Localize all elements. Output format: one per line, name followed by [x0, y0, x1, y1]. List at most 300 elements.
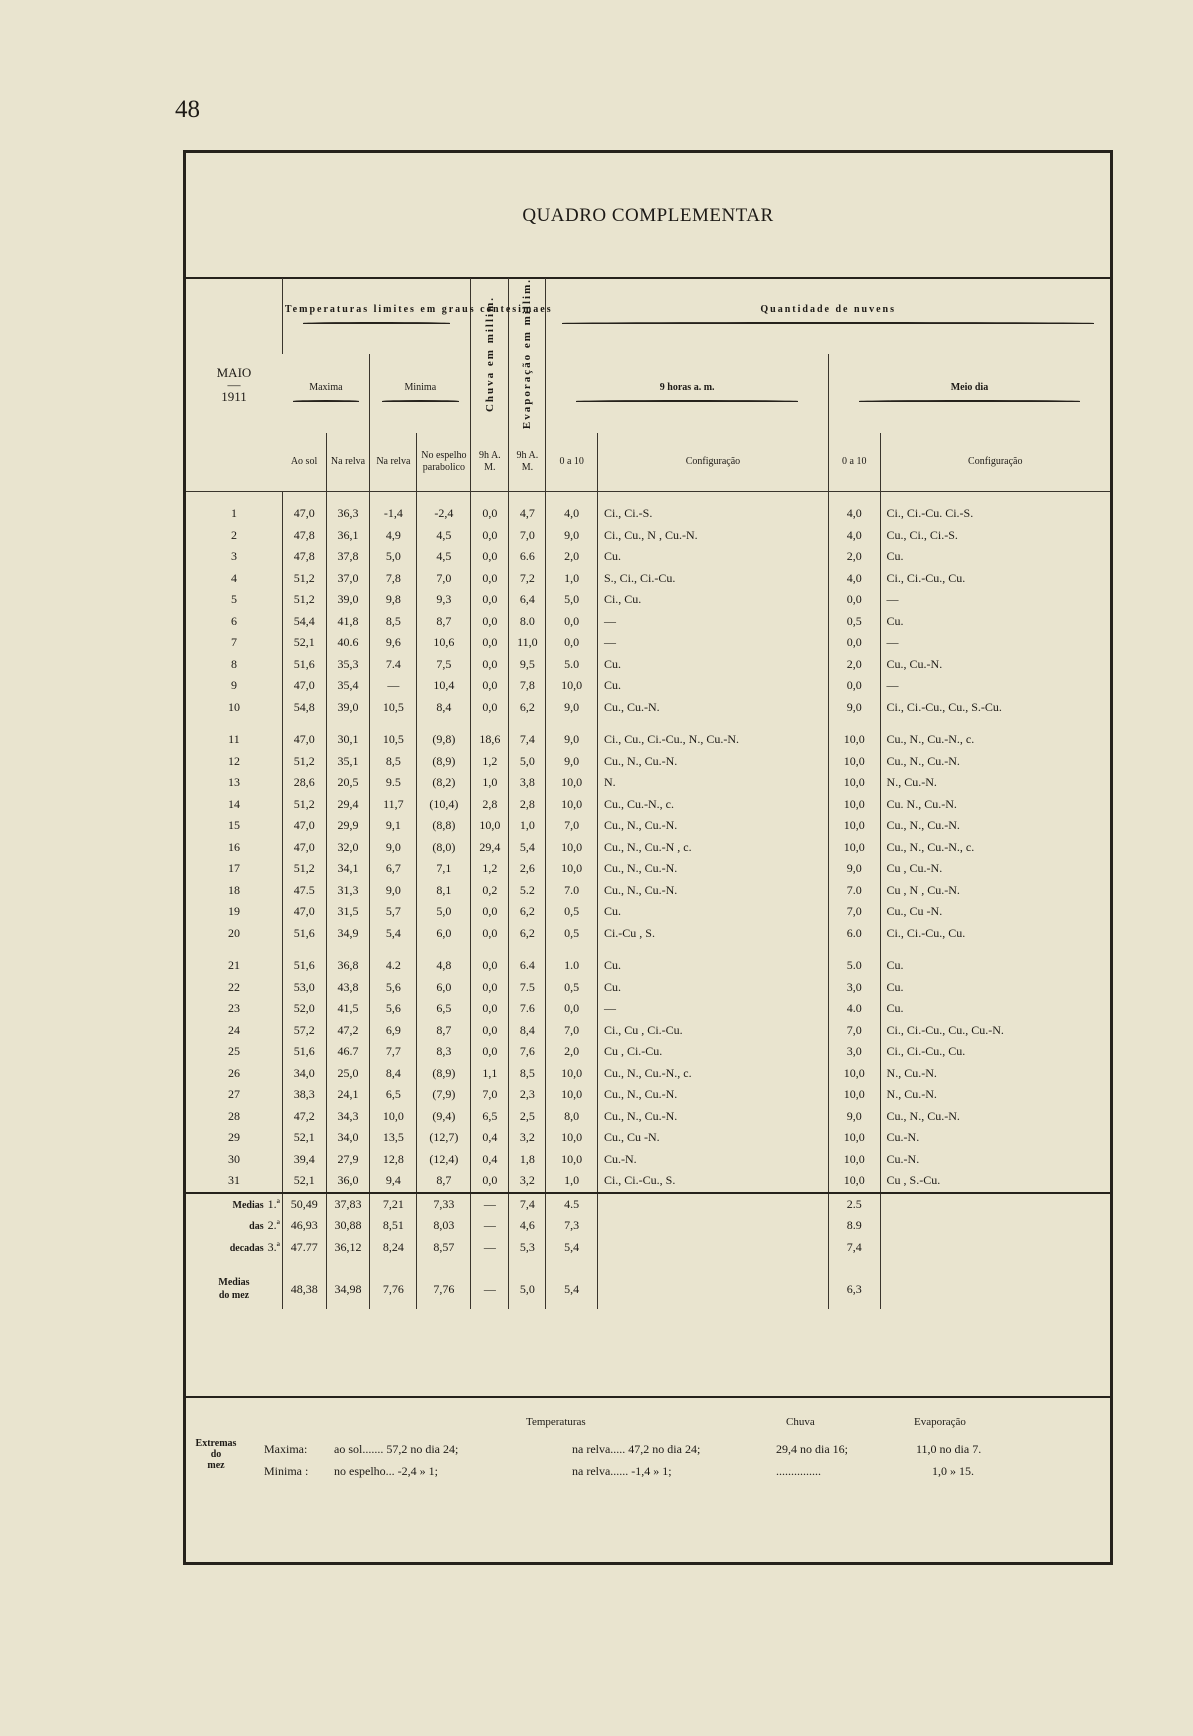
chuva-cell: 0,0: [471, 1020, 509, 1042]
chuva-cell: 0,0: [471, 654, 509, 676]
clouds-noon-cell: 2,0: [828, 654, 880, 676]
ao-sol-cell: 47,0: [282, 837, 326, 859]
col-evap-9h: 9h A. M.: [509, 433, 546, 492]
na-relva-max-cell: 34,1: [326, 858, 370, 880]
chuva-cell: —: [471, 1237, 509, 1259]
na-relva-min-cell: —: [370, 675, 417, 697]
extremes-evap-header: Evaporação: [914, 1416, 966, 1428]
evap-cell: 9,5: [509, 654, 546, 676]
nine-am-header: 9 horas a. m.: [546, 354, 829, 433]
config-9am-cell: Cu.-N.: [597, 1149, 828, 1171]
ao-sol-cell: 47,2: [282, 1106, 326, 1128]
config-noon-cell: Cu. N., Cu.-N.: [880, 794, 1110, 816]
espelho-cell: (8,9): [417, 751, 471, 773]
na-relva-min-cell: 9,4: [370, 1170, 417, 1193]
evap-cell: 6,2: [509, 923, 546, 945]
config-noon-cell: Cu., N., Cu.-N.: [880, 815, 1110, 837]
clouds-noon-cell: 10,0: [828, 751, 880, 773]
min-evap: 1,0 » 15.: [932, 1464, 974, 1478]
evap-cell: 7,6: [509, 1041, 546, 1063]
na-relva-max-cell: 34,0: [326, 1127, 370, 1149]
ao-sol-cell: 28,6: [282, 772, 326, 794]
ao-sol-cell: 53,0: [282, 977, 326, 999]
na-relva-min-cell: 7.4: [370, 654, 417, 676]
config-9am-cell: Cu.: [597, 654, 828, 676]
clouds-9am-cell: 5,0: [546, 589, 598, 611]
day-cell: 3: [230, 549, 237, 564]
espelho-cell: (12,7): [417, 1127, 471, 1149]
ao-sol-cell: 54,4: [282, 611, 326, 633]
na-relva-max-cell: 36,12: [326, 1237, 370, 1259]
config-9am-cell: Cu., N., Cu.-N.: [597, 1084, 828, 1106]
na-relva-min-cell: 10,5: [370, 697, 417, 719]
clouds-noon-cell: 3,0: [828, 977, 880, 999]
config-9am-cell: Cu., Cu.-N.: [597, 697, 828, 719]
config-noon-cell: N., Cu.-N.: [880, 1084, 1110, 1106]
config-noon-cell: Ci., Ci.-Cu. Ci.-S.: [880, 503, 1110, 525]
na-relva-min-cell: 9,0: [370, 837, 417, 859]
espelho-cell: (8,0): [417, 837, 471, 859]
clouds-noon-cell: 6,3: [828, 1269, 880, 1309]
clouds-noon-cell: 6.0: [828, 923, 880, 945]
evap-cell: 7,4: [509, 1193, 546, 1216]
clouds-noon-cell: 10,0: [828, 1063, 880, 1085]
ao-sol-cell: 51,2: [282, 568, 326, 590]
evap-cell: 7,4: [509, 729, 546, 751]
clouds-9am-cell: 9,0: [546, 729, 598, 751]
table-row: [186, 977, 1110, 999]
day-cell: 10: [227, 699, 240, 714]
config-noon-cell: [880, 1237, 1110, 1259]
na-relva-min-cell: 7,76: [370, 1269, 417, 1309]
ao-sol-cell: 34,0: [282, 1063, 326, 1085]
col-config-b: Configuração: [880, 433, 1110, 492]
clouds-noon-cell: 7,0: [828, 901, 880, 923]
table-row: [186, 923, 1110, 945]
day-cell: 29: [227, 1130, 240, 1145]
month-mean-row: [186, 1269, 1110, 1309]
config-noon-cell: Cu., Cu -N.: [880, 901, 1110, 923]
evap-cell: 6,2: [509, 697, 546, 719]
evap-cell: 8,5: [509, 1063, 546, 1085]
evap-cell: 5,0: [509, 751, 546, 773]
na-relva-max-cell: 36,3: [326, 503, 370, 525]
table-row: [186, 632, 1110, 654]
table-row: [186, 1041, 1110, 1063]
chuva-cell: 0,0: [471, 955, 509, 977]
temp-group-header: Temperaturas limites em graus centesimaes: [282, 278, 470, 354]
na-relva-max-cell: 20,5: [326, 772, 370, 794]
config-9am-cell: Ci., Cu , Ci.-Cu.: [597, 1020, 828, 1042]
na-relva-max-cell: 37,0: [326, 568, 370, 590]
na-relva-max-cell: 39,0: [326, 589, 370, 611]
table-row: [186, 858, 1110, 880]
ao-sol-cell: 51,2: [282, 794, 326, 816]
day-cell: 4: [230, 570, 237, 585]
config-noon-cell: [880, 1215, 1110, 1237]
chuva-cell: 0,0: [471, 632, 509, 654]
chuva-cell: 7,0: [471, 1084, 509, 1106]
na-relva-min-cell: 5,7: [370, 901, 417, 923]
clouds-9am-cell: 10,0: [546, 837, 598, 859]
day-cell: 9: [230, 678, 237, 693]
na-relva-min-cell: 9,0: [370, 880, 417, 902]
config-noon-cell: Ci., Ci.-Cu., Cu., Cu.-N.: [880, 1020, 1110, 1042]
evap-cell: 3,2: [509, 1170, 546, 1193]
day-cell: 14: [227, 796, 240, 811]
day-cell: 5: [230, 592, 237, 607]
extremes-label: Extremas do mez: [195, 1438, 237, 1471]
ao-sol-cell: 52,0: [282, 998, 326, 1020]
table-row: [186, 1127, 1110, 1149]
header-row-3: [186, 433, 1110, 492]
minima-label: Minima :: [264, 1464, 309, 1478]
clouds-9am-cell: 9,0: [546, 525, 598, 547]
day-cell: 19: [227, 904, 240, 919]
espelho-cell: -2,4: [417, 503, 471, 525]
config-noon-cell: Cu.-N.: [880, 1149, 1110, 1171]
max-sol: ao sol....... 57,2 no dia 24;: [334, 1442, 459, 1456]
table-row: [186, 546, 1110, 568]
table-row: [186, 837, 1110, 859]
na-relva-max-cell: 40.6: [326, 632, 370, 654]
config-9am-cell: Ci., Ci.-S.: [597, 503, 828, 525]
clouds-noon-cell: 8.9: [828, 1215, 880, 1237]
na-relva-min-cell: 10,0: [370, 1106, 417, 1128]
clouds-noon-cell: 9,0: [828, 1106, 880, 1128]
config-9am-cell: Ci., Ci.-Cu., S.: [597, 1170, 828, 1193]
config-noon-cell: Cu., Ci., Ci.-S.: [880, 525, 1110, 547]
decade-mean-row: [186, 1237, 1110, 1259]
clouds-noon-cell: 7.0: [828, 880, 880, 902]
evap-cell: 2,6: [509, 858, 546, 880]
config-9am-cell: Cu., Cu.-N., c.: [597, 794, 828, 816]
espelho-cell: (8,9): [417, 1063, 471, 1085]
na-relva-max-cell: 36,0: [326, 1170, 370, 1193]
day-cell: 25: [227, 1044, 240, 1059]
day-cell: 23: [227, 1001, 240, 1016]
config-9am-cell: N.: [597, 772, 828, 794]
day-cell: 26: [227, 1065, 240, 1080]
config-noon-cell: Ci., Ci.-Cu., Cu.: [880, 1041, 1110, 1063]
day-cell: 21: [227, 958, 240, 973]
table-row: [186, 1020, 1110, 1042]
clouds-9am-cell: 10,0: [546, 858, 598, 880]
table-row: [186, 675, 1110, 697]
clouds-noon-cell: 10,0: [828, 772, 880, 794]
na-relva-min-cell: 12,8: [370, 1149, 417, 1171]
evap-cell: 1,8: [509, 1149, 546, 1171]
espelho-cell: 7,0: [417, 568, 471, 590]
config-9am-cell: Ci., Cu.: [597, 589, 828, 611]
table-row: [186, 772, 1110, 794]
ao-sol-cell: 51,6: [282, 923, 326, 945]
table-row: [186, 568, 1110, 590]
na-relva-max-cell: 34,3: [326, 1106, 370, 1128]
col-espelho: No espelho parabolico: [417, 433, 471, 492]
meio-dia-header: Meio dia: [828, 354, 1110, 433]
max-chuva: 29,4 no dia 16;: [776, 1442, 848, 1456]
espelho-cell: 8,7: [417, 611, 471, 633]
config-noon-cell: Cu , S.-Cu.: [880, 1170, 1110, 1193]
data-table: [186, 278, 1110, 1309]
ao-sol-cell: 57,2: [282, 1020, 326, 1042]
col-na-relva-min: Na relva: [370, 433, 417, 492]
clouds-noon-cell: 4,0: [828, 568, 880, 590]
table-row: [186, 611, 1110, 633]
evap-header: Evaporação em millim.: [509, 278, 546, 433]
config-noon-cell: Cu., N., Cu.-N., c.: [880, 837, 1110, 859]
table-row: [186, 525, 1110, 547]
chuva-cell: 0,0: [471, 923, 509, 945]
na-relva-min-cell: 13,5: [370, 1127, 417, 1149]
na-relva-min-cell: 10,5: [370, 729, 417, 751]
clouds-9am-cell: 0,0: [546, 632, 598, 654]
na-relva-min-cell: 8,4: [370, 1063, 417, 1085]
config-9am-cell: Ci.-Cu , S.: [597, 923, 828, 945]
espelho-cell: 6,0: [417, 923, 471, 945]
evap-cell: 5,3: [509, 1237, 546, 1259]
na-relva-max-cell: 41,5: [326, 998, 370, 1020]
col-ao-sol: Ao sol: [290, 456, 318, 468]
clouds-noon-cell: 4.0: [828, 998, 880, 1020]
na-relva-min-cell: 9,1: [370, 815, 417, 837]
espelho-cell: 4,5: [417, 546, 471, 568]
na-relva-min-cell: 8,24: [370, 1237, 417, 1259]
ao-sol-cell: 52,1: [282, 632, 326, 654]
clouds-9am-cell: 10,0: [546, 1127, 598, 1149]
clouds-noon-cell: 5.0: [828, 955, 880, 977]
config-noon-cell: Ci., Ci.-Cu., Cu.: [880, 923, 1110, 945]
day-cell: 6: [230, 613, 237, 628]
config-9am-cell: Cu., Cu -N.: [597, 1127, 828, 1149]
config-9am-cell: —: [597, 611, 828, 633]
na-relva-max-cell: 31,3: [326, 880, 370, 902]
espelho-cell: 8,3: [417, 1041, 471, 1063]
evap-cell: 2,5: [509, 1106, 546, 1128]
clouds-noon-cell: 10,0: [828, 837, 880, 859]
config-9am-cell: Cu.: [597, 546, 828, 568]
ao-sol-cell: 47,8: [282, 546, 326, 568]
na-relva-max-cell: 43,8: [326, 977, 370, 999]
day-cell: 12: [227, 753, 240, 768]
espelho-cell: 10,4: [417, 675, 471, 697]
espelho-cell: (7,9): [417, 1084, 471, 1106]
ao-sol-cell: 47,0: [282, 901, 326, 923]
na-relva-min-cell: 8,5: [370, 751, 417, 773]
config-9am-cell: Cu., N., Cu.-N., c.: [597, 1063, 828, 1085]
table-row: [186, 1106, 1110, 1128]
min-chuva: ...............: [776, 1464, 821, 1478]
na-relva-max-cell: 34,98: [326, 1269, 370, 1309]
clouds-noon-cell: 3,0: [828, 1041, 880, 1063]
na-relva-min-cell: 5,6: [370, 998, 417, 1020]
clouds-9am-cell: 0,5: [546, 901, 598, 923]
clouds-9am-cell: 10,0: [546, 675, 598, 697]
na-relva-max-cell: 36,1: [326, 525, 370, 547]
config-9am-cell: Cu., N., Cu.-N.: [597, 815, 828, 837]
na-relva-min-cell: 8,51: [370, 1215, 417, 1237]
evap-cell: 1,0: [509, 815, 546, 837]
ao-sol-cell: 51,6: [282, 654, 326, 676]
evap-cell: 5,4: [509, 837, 546, 859]
ao-sol-cell: 47,0: [282, 675, 326, 697]
min-relva: na relva...... -1,4 » 1;: [572, 1464, 672, 1478]
table-row: [186, 1063, 1110, 1085]
clouds-noon-cell: 9,0: [828, 697, 880, 719]
config-noon-cell: Cu., N., Cu.-N., c.: [880, 729, 1110, 751]
espelho-cell: (8,8): [417, 815, 471, 837]
chuva-cell: 1,2: [471, 751, 509, 773]
na-relva-max-cell: 35,3: [326, 654, 370, 676]
config-noon-cell: Cu.: [880, 611, 1110, 633]
config-9am-cell: Ci., Cu., N , Cu.-N.: [597, 525, 828, 547]
evap-cell: 5,0: [509, 1269, 546, 1309]
clouds-noon-cell: 0,0: [828, 632, 880, 654]
table-frame: [183, 150, 1113, 1565]
table-row: [186, 729, 1110, 751]
config-noon-cell: Cu.: [880, 998, 1110, 1020]
clouds-9am-cell: 8,0: [546, 1106, 598, 1128]
clouds-noon-cell: 10,0: [828, 1084, 880, 1106]
clouds-9am-cell: 10,0: [546, 1084, 598, 1106]
evap-cell: 6,2: [509, 901, 546, 923]
clouds-noon-cell: 2.5: [828, 1193, 880, 1216]
clouds-noon-cell: 9,0: [828, 858, 880, 880]
clouds-noon-cell: 10,0: [828, 1149, 880, 1171]
na-relva-min-cell: 8,5: [370, 611, 417, 633]
na-relva-max-cell: 34,9: [326, 923, 370, 945]
day-cell: 2: [230, 527, 237, 542]
config-9am-cell: Cu., N., Cu.-N.: [597, 858, 828, 880]
espelho-cell: 7,33: [417, 1193, 471, 1216]
clouds-noon-cell: 7,4: [828, 1237, 880, 1259]
day-cell: 1: [230, 506, 237, 521]
clouds-9am-cell: 4.5: [546, 1193, 598, 1216]
day-cell: 8: [230, 656, 237, 671]
espelho-cell: 8,4: [417, 697, 471, 719]
table-row: [186, 955, 1110, 977]
config-9am-cell: —: [597, 632, 828, 654]
espelho-cell: 8,57: [417, 1237, 471, 1259]
ao-sol-cell: 52,1: [282, 1170, 326, 1193]
config-9am-cell: Cu., N., Cu.-N.: [597, 751, 828, 773]
table-row: [186, 1170, 1110, 1193]
clouds-9am-cell: 5,4: [546, 1237, 598, 1259]
evap-cell: 6.4: [509, 955, 546, 977]
chuva-cell: 0,0: [471, 697, 509, 719]
espelho-cell: (10,4): [417, 794, 471, 816]
chuva-cell: 29,4: [471, 837, 509, 859]
chuva-cell: —: [471, 1193, 509, 1216]
config-noon-cell: Cu , Cu.-N.: [880, 858, 1110, 880]
na-relva-max-cell: 27,9: [326, 1149, 370, 1171]
ao-sol-cell: 51,2: [282, 751, 326, 773]
clouds-noon-cell: 10,0: [828, 729, 880, 751]
na-relva-max-cell: 36,8: [326, 955, 370, 977]
evap-cell: 7,8: [509, 675, 546, 697]
col-scale-b: 0 a 10: [828, 433, 880, 492]
na-relva-max-cell: 30,88: [326, 1215, 370, 1237]
na-relva-max-cell: 35,1: [326, 751, 370, 773]
espelho-cell: 7,5: [417, 654, 471, 676]
ao-sol-cell: 47,0: [282, 729, 326, 751]
day-cell: 15: [227, 818, 240, 833]
max-evap: 11,0 no dia 7.: [916, 1442, 982, 1456]
config-9am-cell: Cu.: [597, 977, 828, 999]
evap-cell: 6,4: [509, 589, 546, 611]
config-noon-cell: —: [880, 589, 1110, 611]
espelho-cell: 8,7: [417, 1170, 471, 1193]
evap-cell: 3,2: [509, 1127, 546, 1149]
table-row: [186, 815, 1110, 837]
evap-cell: 4,7: [509, 503, 546, 525]
maxima-header: Maxima: [282, 354, 369, 433]
day-cell: 18: [227, 882, 240, 897]
espelho-cell: 4,8: [417, 955, 471, 977]
clouds-9am-cell: 0,0: [546, 998, 598, 1020]
espelho-cell: 6,5: [417, 998, 471, 1020]
col-na-relva-max: Na relva: [326, 433, 370, 492]
clouds-9am-cell: 1,0: [546, 568, 598, 590]
chuva-cell: 0,2: [471, 880, 509, 902]
config-noon-cell: Cu., N., Cu.-N.: [880, 751, 1110, 773]
na-relva-max-cell: 29,4: [326, 794, 370, 816]
ao-sol-cell: 51,6: [282, 1041, 326, 1063]
day-cell: 20: [227, 925, 240, 940]
config-9am-cell: Cu.: [597, 901, 828, 923]
header-row-2: [186, 354, 1110, 433]
clouds-noon-cell: 0,0: [828, 675, 880, 697]
ao-sol-cell: 51,2: [282, 858, 326, 880]
page-number: 48: [175, 96, 200, 123]
day-cell: 13: [227, 775, 240, 790]
chuva-header: Chuva em millim.: [471, 278, 509, 433]
ao-sol-cell: 47.5: [282, 880, 326, 902]
clouds-noon-cell: 2,0: [828, 546, 880, 568]
header-row-1: [186, 278, 1110, 354]
na-relva-min-cell: 6,7: [370, 858, 417, 880]
clouds-9am-cell: 10,0: [546, 1149, 598, 1171]
chuva-cell: 0,0: [471, 998, 509, 1020]
config-noon-cell: [880, 1269, 1110, 1309]
chuva-cell: 0,0: [471, 675, 509, 697]
config-9am-cell: [597, 1269, 828, 1309]
clouds-9am-cell: 10,0: [546, 794, 598, 816]
na-relva-max-cell: 39,0: [326, 697, 370, 719]
table-row: [186, 654, 1110, 676]
na-relva-max-cell: 37,83: [326, 1193, 370, 1216]
clouds-noon-cell: 10,0: [828, 794, 880, 816]
na-relva-min-cell: 6,9: [370, 1020, 417, 1042]
chuva-cell: 0,4: [471, 1127, 509, 1149]
table-row: [186, 880, 1110, 902]
clouds-9am-cell: 0,5: [546, 977, 598, 999]
na-relva-max-cell: 30,1: [326, 729, 370, 751]
ao-sol-cell: 51,6: [282, 955, 326, 977]
clouds-9am-cell: 7.0: [546, 880, 598, 902]
espelho-cell: (8,2): [417, 772, 471, 794]
clouds-9am-cell: 0,0: [546, 611, 598, 633]
config-noon-cell: —: [880, 632, 1110, 654]
ao-sol-cell: 50,49: [282, 1193, 326, 1216]
na-relva-max-cell: 29,9: [326, 815, 370, 837]
table-row: [186, 998, 1110, 1020]
na-relva-min-cell: 4.2: [370, 955, 417, 977]
day-cell: 28: [227, 1108, 240, 1123]
ao-sol-cell: 39,4: [282, 1149, 326, 1171]
evap-cell: 8.0: [509, 611, 546, 633]
